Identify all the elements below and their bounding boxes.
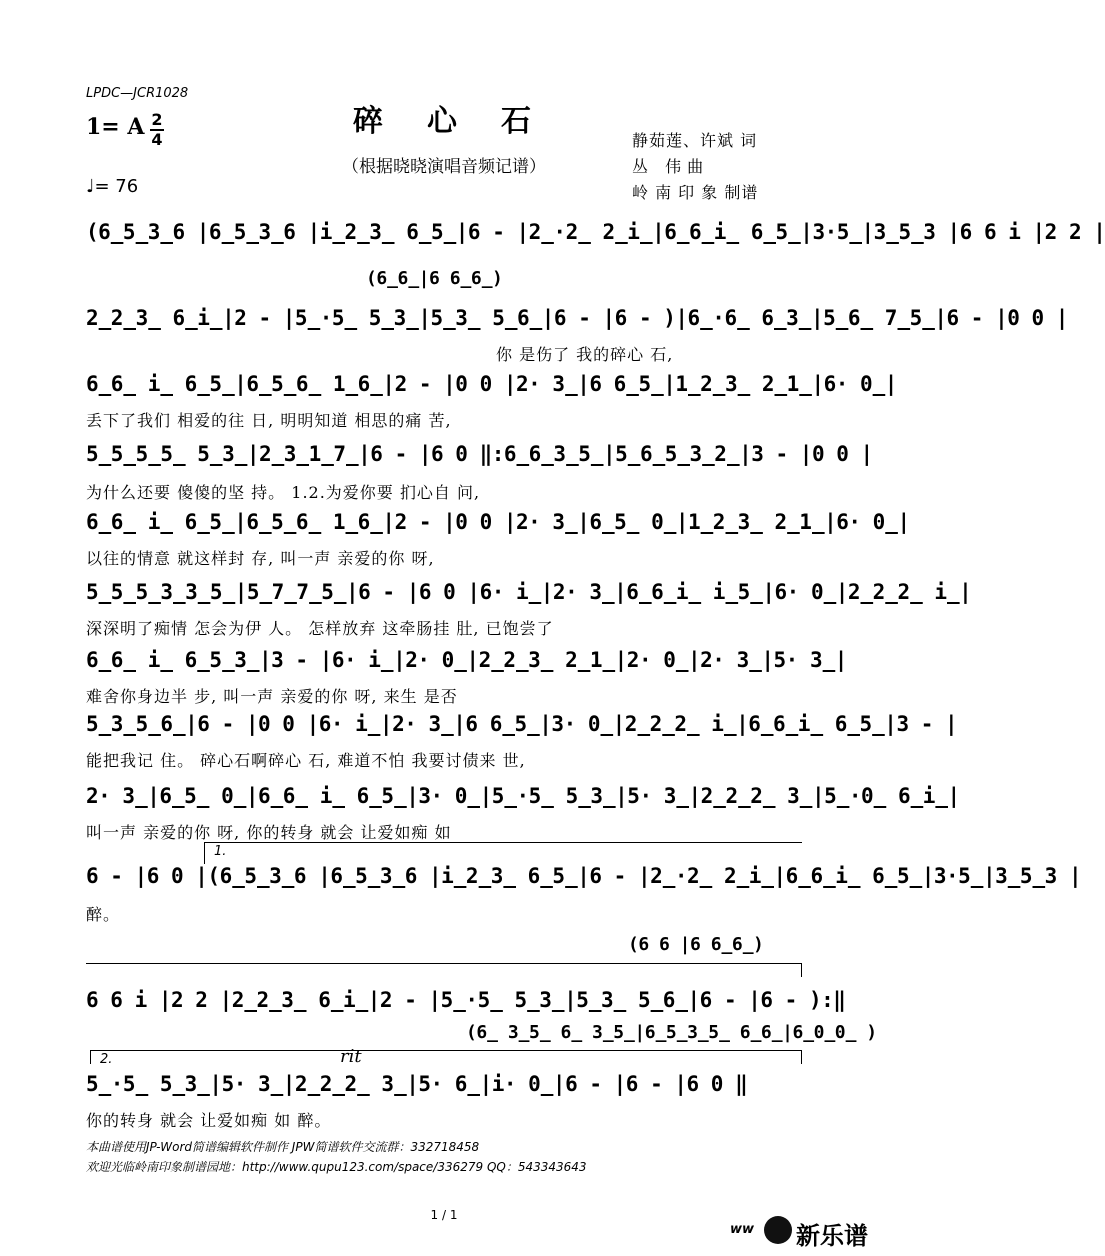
- footer-software-note: 本曲谱使用JP-Word简谱编辑软件制作 JPW简谱软件交流群：332718458: [86, 1140, 480, 1154]
- notation-line: (6̲6̲|6 6̲6̲): [366, 268, 503, 289]
- logo-text: 新乐谱: [796, 1222, 868, 1250]
- song-title: 碎心石: [353, 104, 575, 139]
- notation-line: 6 - |6 0 |(6̲5̲3̲6 |6̲5̲3̲6 |i̲2̲3̲ 6̲5̲|6 - |2̲·2̲ 2̲i̲|6̲6̲i̲ 6̲5̲|3·5̲|3̲5̲3 |: [86, 864, 1082, 888]
- lyric-line: 醉。: [86, 905, 121, 924]
- notation-line: 2· 3̲|6̲5̲ 0̲|6̲6̲ i̲ 6̲5̲|3· 0̲|5̲·5̲ 5̲3̲|5· 3̲|2̲2̲2̲ 3̲|5̲·0̲ 6̲i̲|: [86, 784, 960, 808]
- notation-line: (6̲5̲3̲6 |6̲5̲3̲6 |i̲2̲3̲ 6̲5̲|6 - |2̲·2̲ 2̲i̲|6̲6̲i̲ 6̲5̲|3·5̲|3̲5̲3 |6 6 i |2 2 |: [86, 220, 1105, 244]
- tempo-marking: ♩= 76: [86, 176, 139, 197]
- volta-1-end: [801, 963, 802, 977]
- volta-1-label: 1.: [214, 844, 227, 859]
- notation-line: 5̲5̲5̲5̲ 5̲3̲|2̲3̲1̲7̲|6 - |6 0 ‖:6̲6̲3̲5̲|5̲6̲5̲3̲2̲|3 - |0 0 |: [86, 442, 873, 466]
- notation-line: (6 6 |6 6̲6̲): [628, 934, 764, 955]
- lyric-line: 深深明了痴情 怎会为伊 人。 怎样放弃 这牵肠挂 肚, 已饱尝了: [86, 619, 554, 638]
- lyric-line: 为什么还要 傻傻的坚 持。 1.2.为爱你要 扪心自 问,: [86, 483, 481, 502]
- time-signature-bottom: 4: [151, 130, 163, 149]
- volta-1-bracket-edge: [204, 842, 205, 864]
- lyric-line: 能把我记 住。 碎心石啊碎心 石, 难道不怕 我要讨债来 世,: [86, 751, 526, 770]
- lyric-line: 丢下了我们 相爱的往 日, 明明知道 相思的痛 苦,: [86, 411, 452, 430]
- key-signature: 1= A: [86, 114, 145, 140]
- notation-line: 6̲6̲ i̲ 6̲5̲|6̲5̲6̲ 1̲6̲|2 - |0 0 |2· 3̲|6̲5̲ 0̲|1̲2̲3̲ 2̲1̲|6· 0̲|: [86, 510, 910, 534]
- volta-1-bracket: [204, 842, 802, 843]
- notation-line: 5̲5̲5̲3̲3̲5̲|5̲7̲7̲5̲|6 - |6 0 |6· i̲|2· 3̲|6̲6̲i̲ i̲5̲|6· 0̲|2̲2̲2̲ i̲|: [86, 580, 972, 604]
- time-signature-top: 2: [151, 110, 163, 129]
- song-subtitle: （根据晓晓演唱音频记谱）: [342, 157, 546, 177]
- arranger-credit: 岭 南 印 象 制谱: [632, 183, 759, 202]
- lyric-line: 你的转身 就会 让爱如痴 如 醉。: [86, 1111, 332, 1130]
- lyric-line: 你 是伤了 我的碎心 石,: [496, 345, 674, 364]
- vinyl-record-icon: [764, 1216, 792, 1244]
- lyricist-credit: 静茹莲、许斌 词: [632, 131, 758, 150]
- notation-line: (6̲ 3̲5̲ 6̲ 3̲5̲|6̲5̲3̲5̲ 6̲6̲|6̲0̲0̲ ): [466, 1022, 877, 1043]
- volta-2-bracket-end: [801, 1050, 802, 1064]
- lyric-line: 以往的情意 就这样封 存, 叫一声 亲爱的你 呀,: [86, 549, 435, 568]
- volta-2-label: 2.: [100, 1052, 113, 1067]
- lyric-line: 叫一声 亲爱的你 呀, 你的转身 就会 让爱如痴 如: [86, 823, 452, 842]
- notation-line: 6̲6̲ i̲ 6̲5̲|6̲5̲6̲ 1̲6̲|2 - |0 0 |2· 3̲|6 6̲5̲|1̲2̲3̲ 2̲1̲|6· 0̲|: [86, 372, 897, 396]
- notation-line: 2̲2̲3̲ 6̲i̲|2 - |5̲·5̲ 5̲3̲|5̲3̲ 5̲6̲|6 - |6 - )|6̲·6̲ 6̲3̲|5̲6̲ 7̲5̲|6 - |0 0 |: [86, 306, 1068, 330]
- volta-2-bracket-edge: [90, 1050, 91, 1064]
- composer-credit: 丛 伟曲: [632, 157, 710, 176]
- volta-1-continuation: [86, 963, 802, 964]
- ritardando-marking: rit: [340, 1046, 362, 1067]
- logo-prefix: ww: [730, 1222, 755, 1237]
- lyric-line: 难舍你身边半 步, 叫一声 亲爱的你 呀, 来生 是否: [86, 687, 458, 706]
- footer-website-note: 欢迎光临岭南印象制谱园地：http://www.qupu123.com/space/336279 QQ：543343643: [86, 1160, 587, 1174]
- notation-line: 5̲·5̲ 5̲3̲|5· 3̲|2̲2̲2̲ 3̲|5· 6̲|i· 0̲|6 - |6 - |6 0 ‖: [86, 1072, 748, 1096]
- score-code: LPDC—JCR1028: [86, 86, 189, 101]
- notation-line: 6̲6̲ i̲ 6̲5̲3̲|3 - |6· i̲|2· 0̲|2̲2̲3̲ 2̲1̲|2· 0̲|2· 3̲|5· 3̲|: [86, 648, 847, 672]
- site-logo: [730, 1214, 878, 1250]
- page-number: 1 / 1: [430, 1208, 458, 1222]
- notation-line: 6 6 i |2 2 |2̲2̲3̲ 6̲i̲|2 - |5̲·5̲ 5̲3̲|5̲3̲ 5̲6̲|6 - |6 - ):‖: [86, 988, 846, 1012]
- notation-line: 5̲3̲5̲6̲|6 - |0 0 |6· i̲|2· 3̲|6 6̲5̲|3· 0̲|2̲2̲2̲ i̲|6̲6̲i̲ 6̲5̲|3 - |: [86, 712, 958, 736]
- volta-2-bracket: [90, 1050, 802, 1051]
